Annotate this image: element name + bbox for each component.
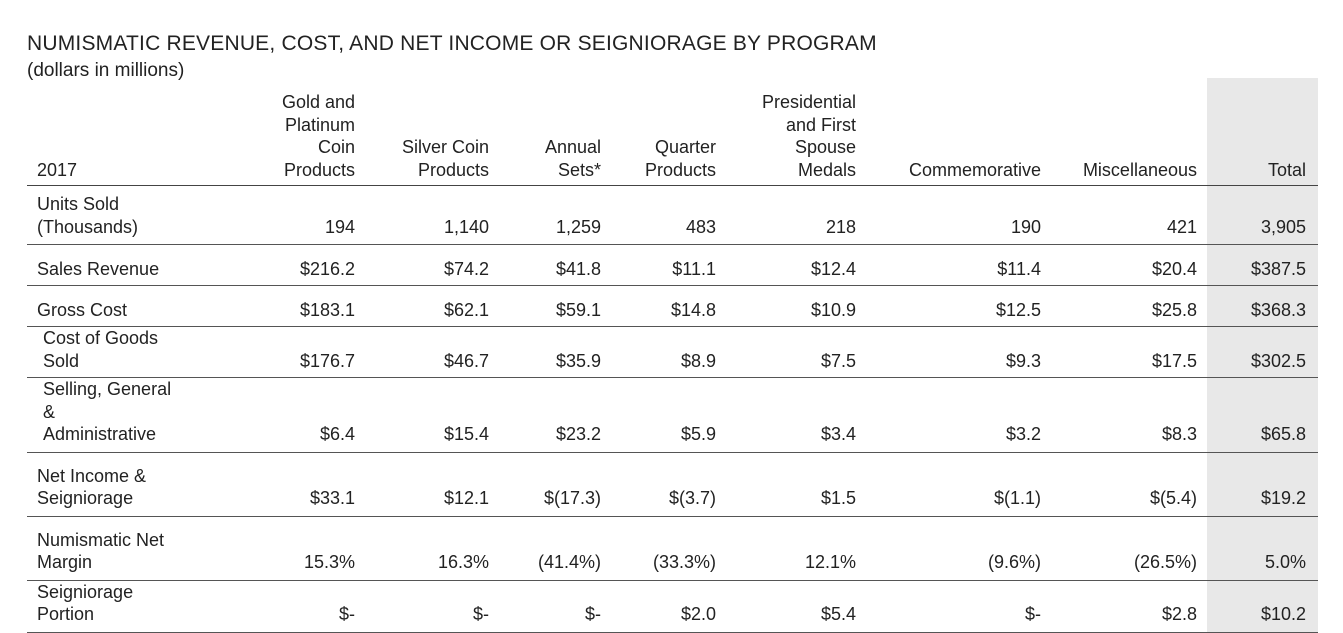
table-cell: $5.4: [724, 580, 864, 632]
table-cell: (26.5%): [1049, 516, 1207, 580]
table-cell: $8.9: [609, 327, 724, 378]
table-cell: $12.1: [363, 452, 497, 516]
table-cell: $5.9: [609, 378, 724, 453]
row-label-line: (Thousands): [37, 216, 139, 237]
table-cell: $6.4: [185, 378, 363, 453]
row-label-line: Numismatic Net: [37, 529, 165, 550]
total-cell: $10.2: [1207, 580, 1318, 632]
row-label-line: Seigniorage: [37, 488, 134, 508]
row-label-line: Gross Cost: [37, 299, 128, 320]
table-cell: $183.1: [185, 286, 363, 327]
table-cell: $46.7: [363, 327, 497, 378]
total-cell: $19.2: [1207, 452, 1318, 516]
table-cell: $(17.3): [497, 452, 609, 516]
table-cell: 421: [1049, 186, 1207, 245]
table-cell: $176.7: [185, 327, 363, 378]
table-cell: $-: [497, 580, 609, 632]
year-header: 2017: [27, 78, 185, 186]
col-header-line: Presidential: [761, 92, 856, 112]
col-header-line: Spouse: [794, 137, 856, 157]
table-cell: $41.8: [497, 245, 609, 286]
numismatic-table: [27, 78, 1318, 633]
header-row: [27, 78, 1318, 186]
total-cell: $368.3: [1207, 286, 1318, 327]
table-cell: 190: [864, 186, 1049, 245]
col-header-total: [1207, 78, 1318, 186]
table-cell: $15.4: [363, 378, 497, 453]
page-subtitle: (dollars in millions): [27, 60, 185, 81]
col-header-line: Silver Coin: [401, 137, 489, 157]
row-label: [27, 378, 185, 453]
row-label: [27, 286, 185, 327]
col-header-gold-platinum: [185, 78, 363, 186]
table-cell: $62.1: [363, 286, 497, 327]
row-label-line: Administrative: [43, 424, 157, 444]
table-cell: 16.3%: [363, 516, 497, 580]
table-cell: $11.1: [609, 245, 724, 286]
col-header-line: Commemorative: [908, 159, 1041, 180]
table-row: [27, 186, 1318, 245]
col-header-line: Miscellaneous: [1082, 159, 1197, 180]
col-header-line: Quarter: [654, 137, 716, 157]
table-cell: $74.2: [363, 245, 497, 286]
table-row: [27, 327, 1318, 378]
col-header-line: Products: [644, 159, 716, 180]
row-label-line: Cost of Goods Sold: [43, 328, 159, 371]
row-label: [27, 327, 185, 378]
row-label-line: Selling, General &: [43, 379, 172, 422]
table-cell: $20.4: [1049, 245, 1207, 286]
table-cell: $3.4: [724, 378, 864, 453]
row-label: [27, 516, 185, 580]
row-label: [27, 580, 185, 632]
table-cell: $11.4: [864, 245, 1049, 286]
col-header-line: Medals: [797, 159, 856, 180]
row-label-line: Sales Revenue: [37, 258, 160, 279]
table-cell: $35.9: [497, 327, 609, 378]
table-row: [27, 452, 1318, 516]
col-header-line: Coin: [317, 137, 355, 157]
col-header-silver: [363, 78, 497, 186]
table-cell: 12.1%: [724, 516, 864, 580]
total-cell: 5.0%: [1207, 516, 1318, 580]
table-cell: $12.4: [724, 245, 864, 286]
table-cell: 1,140: [363, 186, 497, 245]
table-cell: 15.3%: [185, 516, 363, 580]
table-row: [27, 580, 1318, 632]
col-header-commemorative: [864, 78, 1049, 186]
table-cell: 218: [724, 186, 864, 245]
table-cell: 483: [609, 186, 724, 245]
table-cell: $8.3: [1049, 378, 1207, 453]
row-label: [27, 452, 185, 516]
table-cell: $10.9: [724, 286, 864, 327]
total-cell: $387.5: [1207, 245, 1318, 286]
col-header-miscellaneous: [1049, 78, 1207, 186]
table-cell: $9.3: [864, 327, 1049, 378]
col-header-quarter: [609, 78, 724, 186]
col-header-line: Total: [1267, 159, 1306, 180]
col-header-line: Products: [283, 159, 355, 180]
table-row: [27, 378, 1318, 453]
row-label-line: Net Income &: [37, 465, 147, 486]
table-cell: 1,259: [497, 186, 609, 245]
row-label-line: Seigniorage Portion: [37, 581, 134, 624]
col-header-line: Annual: [544, 137, 601, 157]
table-cell: $-: [864, 580, 1049, 632]
table-row: [27, 516, 1318, 580]
table-cell: $-: [185, 580, 363, 632]
col-header-annual-sets: [497, 78, 609, 186]
table-cell: $2.8: [1049, 580, 1207, 632]
table-row: [27, 245, 1318, 286]
col-header-presidential: [724, 78, 864, 186]
table-cell: $17.5: [1049, 327, 1207, 378]
table-cell: $1.5: [724, 452, 864, 516]
table-cell: $-: [363, 580, 497, 632]
table-cell: $2.0: [609, 580, 724, 632]
col-header-line: Gold and: [281, 92, 355, 112]
table-cell: $(5.4): [1049, 452, 1207, 516]
table-cell: $(3.7): [609, 452, 724, 516]
table-cell: $7.5: [724, 327, 864, 378]
table-cell: $33.1: [185, 452, 363, 516]
table-cell: $25.8: [1049, 286, 1207, 327]
table-cell: $23.2: [497, 378, 609, 453]
table-cell: $(1.1): [864, 452, 1049, 516]
table-cell: 194: [185, 186, 363, 245]
table-cell: (9.6%): [864, 516, 1049, 580]
row-label-line: Margin: [37, 552, 93, 572]
page-title: NUMISMATIC REVENUE, COST, AND NET INCOME OR SEIGNIORAGE BY PROGRAM: [27, 32, 877, 55]
total-cell: 3,905: [1207, 186, 1318, 245]
table-cell: $216.2: [185, 245, 363, 286]
col-header-line: Sets*: [557, 159, 601, 180]
row-label: [27, 186, 185, 245]
table-cell: $12.5: [864, 286, 1049, 327]
col-header-line: Products: [417, 159, 489, 180]
total-cell: $302.5: [1207, 327, 1318, 378]
col-header-line: and First: [785, 114, 856, 135]
table-cell: $3.2: [864, 378, 1049, 453]
table-row: [27, 286, 1318, 327]
table-cell: (33.3%): [609, 516, 724, 580]
col-header-line: Platinum: [284, 114, 355, 135]
table-cell: $59.1: [497, 286, 609, 327]
table-cell: (41.4%): [497, 516, 609, 580]
total-cell: $65.8: [1207, 378, 1318, 453]
table-cell: $14.8: [609, 286, 724, 327]
row-label: [27, 245, 185, 286]
row-label-line: Units Sold: [37, 194, 120, 214]
